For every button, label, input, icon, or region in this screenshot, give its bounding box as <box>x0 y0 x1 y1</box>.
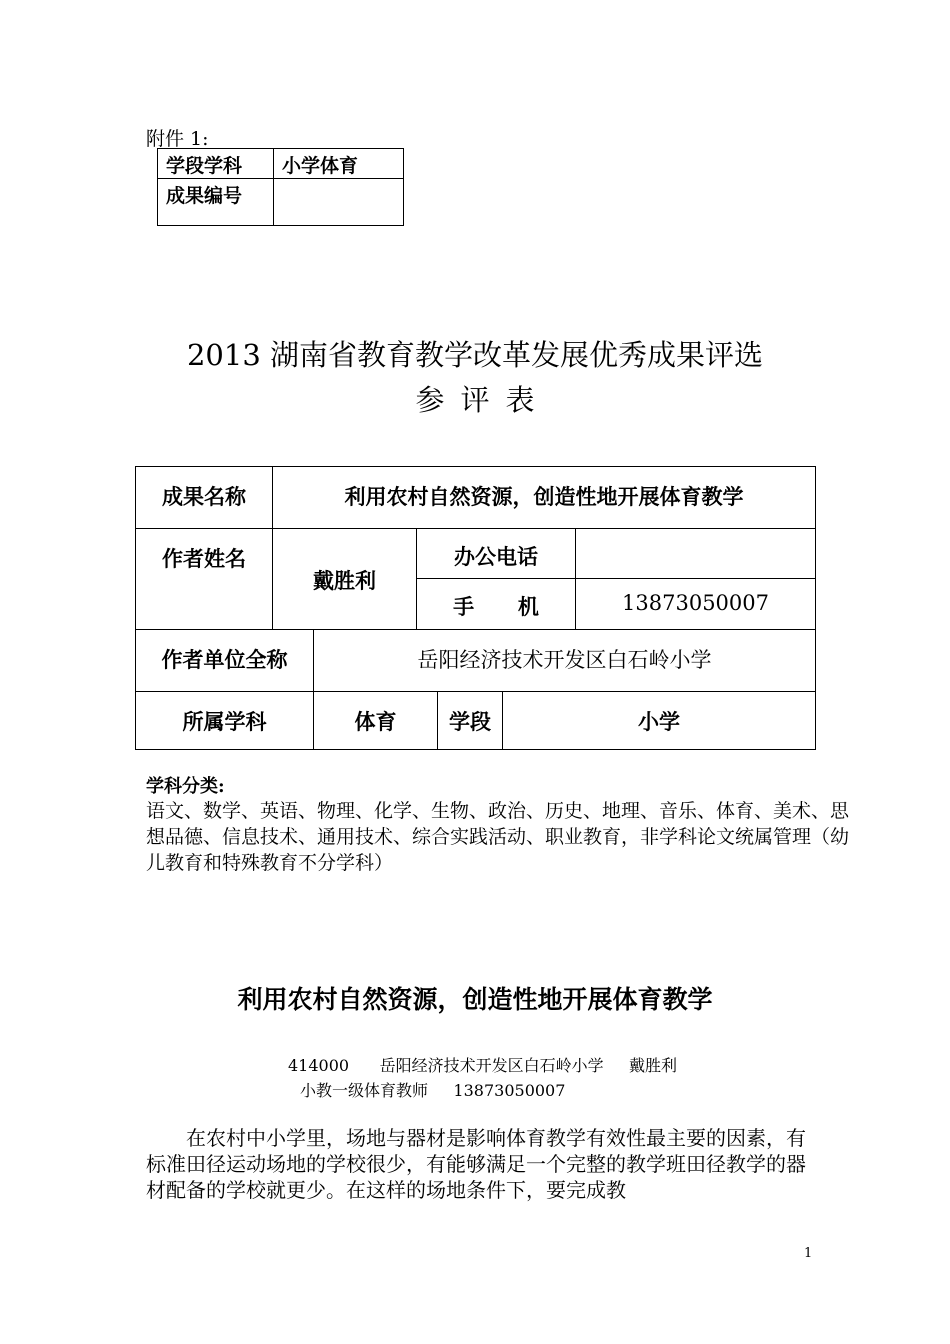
attachment-label: 附件 1: <box>146 128 209 150</box>
category-heading: 学科分类: <box>146 776 225 797</box>
stage-label: 学段 <box>438 692 503 750</box>
mobile-label: 手 机 <box>417 579 576 630</box>
achievement-name-value: 利用农村自然资源，创造性地开展体育教学 <box>273 467 816 529</box>
mobile-value: 13873050007 <box>576 579 816 630</box>
page-title: 2013 湖南省教育教学改革发展优秀成果评选 <box>186 338 764 372</box>
page-subtitle: 参评表 <box>415 383 551 417</box>
stage-subject-value: 小学体育 <box>274 149 404 179</box>
office-phone-value <box>576 529 816 579</box>
achievement-number-value <box>274 179 404 226</box>
unit-value: 岳阳经济技术开发区白石岭小学 <box>314 630 816 692</box>
achievement-name-label: 成果名称 <box>136 467 273 529</box>
author-name-value: 戴胜利 <box>273 529 417 630</box>
stage-value: 小学 <box>503 692 816 750</box>
article-title: 利用农村自然资源，创造性地开展体育教学 <box>237 985 713 1014</box>
body-paragraph: 在农村中小学里，场地与器材是影响体育教学有效性最主要的因素，有标准田径运动场地的学校很少，有能够满足一个完整的教学班田径教学的器材配备的学校就更少。在这样的场地条件下，要完成教 <box>146 1126 806 1202</box>
byline-title: 小教一级体育教师 13873050007 <box>300 1081 566 1100</box>
stage-subject-label: 学段学科 <box>158 149 274 179</box>
achievement-number-label: 成果编号 <box>158 179 274 226</box>
page-number: 1 <box>804 1246 813 1261</box>
entry-form-table <box>135 466 816 750</box>
byline-author: 414000 岳阳经济技术开发区白石岭小学 戴胜利 <box>288 1056 678 1075</box>
category-text: 语文、数学、英语、物理、化学、生物、政治、历史、地理、音乐、体育、美术、思想品德、信息技术、通用技术、综合实践活动、职业教育，非学科论文统属管理（幼儿教育和特殊教育不分学科） <box>146 800 850 874</box>
office-phone-label: 办公电话 <box>417 529 576 579</box>
subject-value: 体育 <box>314 692 438 750</box>
unit-label: 作者单位全称 <box>136 630 314 692</box>
header-table <box>157 148 404 226</box>
subject-label: 所属学科 <box>136 692 314 750</box>
author-name-label: 作者姓名 <box>136 529 273 630</box>
